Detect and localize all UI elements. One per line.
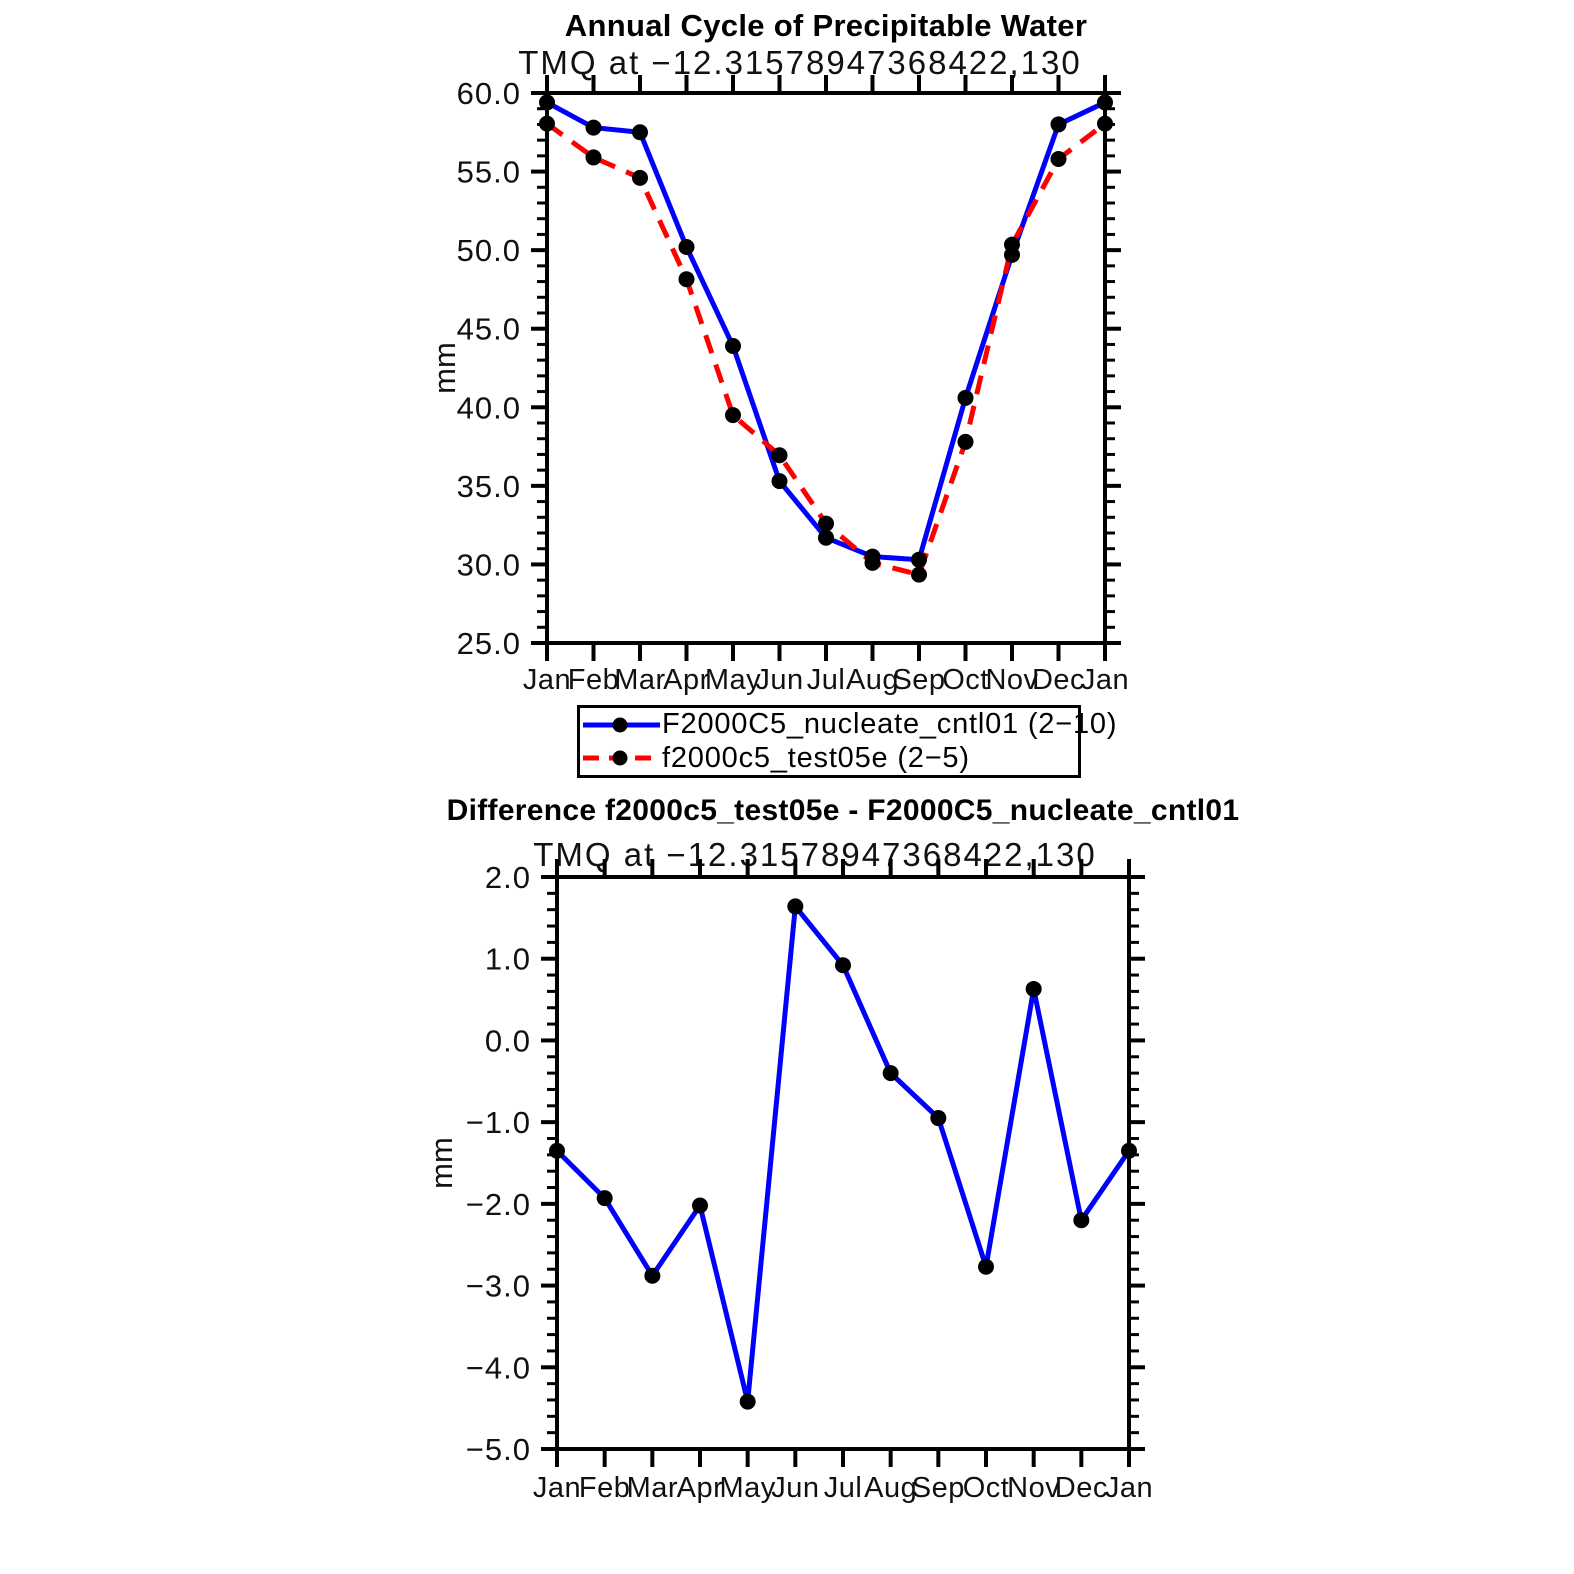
svg-text:mm: mm bbox=[427, 342, 462, 394]
svg-text:45.0: 45.0 bbox=[456, 311, 521, 347]
svg-text:Aug: Aug bbox=[864, 1472, 918, 1504]
svg-text:60.0: 60.0 bbox=[456, 76, 521, 111]
svg-text:Jul: Jul bbox=[806, 664, 846, 696]
svg-text:−3.0: −3.0 bbox=[465, 1268, 531, 1304]
svg-text:Sep: Sep bbox=[911, 1472, 965, 1504]
svg-text:Jul: Jul bbox=[823, 1472, 863, 1504]
svg-text:Mar: Mar bbox=[626, 1472, 679, 1504]
svg-text:35.0: 35.0 bbox=[456, 468, 521, 504]
legend-item-control bbox=[580, 708, 1118, 741]
svg-text:−2.0: −2.0 bbox=[465, 1186, 531, 1222]
legend-marker-dot-icon bbox=[613, 717, 628, 732]
bottom-chart-title: Difference f2000c5_test05e - F2000C5_nucleate_cntl01 bbox=[446, 794, 1240, 827]
svg-text:Oct: Oct bbox=[942, 664, 989, 696]
legend-marker-dot-icon bbox=[613, 751, 628, 766]
svg-text:Sep: Sep bbox=[892, 664, 946, 696]
svg-text:Jun: Jun bbox=[755, 664, 804, 696]
svg-text:25.0: 25.0 bbox=[456, 626, 521, 661]
legend-item-test bbox=[580, 742, 1078, 775]
legend-control-line-sample bbox=[580, 710, 662, 740]
svg-text:Jan: Jan bbox=[1080, 664, 1130, 696]
svg-text:Apr: Apr bbox=[676, 1472, 724, 1504]
svg-text:Oct: Oct bbox=[962, 1472, 1010, 1504]
bottom-chart-subtitle: TMQ at −12.31578947368422,130 bbox=[533, 836, 1097, 873]
svg-text:55.0: 55.0 bbox=[456, 154, 521, 190]
svg-text:Nov: Nov bbox=[985, 664, 1039, 696]
legend-test-line-sample bbox=[580, 743, 662, 773]
svg-text:−5.0: −5.0 bbox=[465, 1432, 531, 1467]
svg-text:Nov: Nov bbox=[1007, 1472, 1061, 1504]
svg-text:−4.0: −4.0 bbox=[465, 1350, 531, 1386]
top-chart-title: Annual Cycle of Precipitable Water bbox=[564, 8, 1088, 43]
svg-text:Jan: Jan bbox=[1104, 1472, 1154, 1504]
svg-text:Jan: Jan bbox=[532, 1472, 582, 1504]
svg-text:Aug: Aug bbox=[845, 664, 900, 696]
svg-text:30.0: 30.0 bbox=[456, 547, 521, 583]
svg-text:2.0: 2.0 bbox=[484, 860, 531, 895]
svg-text:Feb: Feb bbox=[578, 1472, 631, 1504]
svg-text:Apr: Apr bbox=[663, 664, 710, 696]
legend-box bbox=[577, 705, 1118, 778]
svg-text:mm: mm bbox=[424, 1137, 459, 1189]
svg-text:Jan: Jan bbox=[522, 664, 572, 696]
svg-text:1.0: 1.0 bbox=[484, 941, 531, 977]
svg-text:May: May bbox=[704, 664, 762, 696]
svg-text:Feb: Feb bbox=[567, 664, 620, 696]
svg-text:Dec: Dec bbox=[1054, 1472, 1108, 1504]
svg-text:50.0: 50.0 bbox=[456, 233, 521, 269]
svg-text:Mar: Mar bbox=[614, 664, 666, 696]
top-chart-subtitle: TMQ at −12.31578947368422,130 bbox=[518, 44, 1082, 81]
legend-control-label: F2000C5_nucleate_cntl01 (2−10) bbox=[662, 708, 1118, 741]
legend-test-label: f2000c5_test05e (2−5) bbox=[662, 741, 970, 774]
svg-text:Jun: Jun bbox=[771, 1472, 820, 1504]
svg-text:May: May bbox=[719, 1472, 776, 1504]
svg-text:0.0: 0.0 bbox=[484, 1023, 531, 1059]
svg-text:40.0: 40.0 bbox=[456, 390, 521, 426]
svg-text:Dec: Dec bbox=[1031, 664, 1086, 696]
svg-text:−1.0: −1.0 bbox=[465, 1105, 531, 1141]
